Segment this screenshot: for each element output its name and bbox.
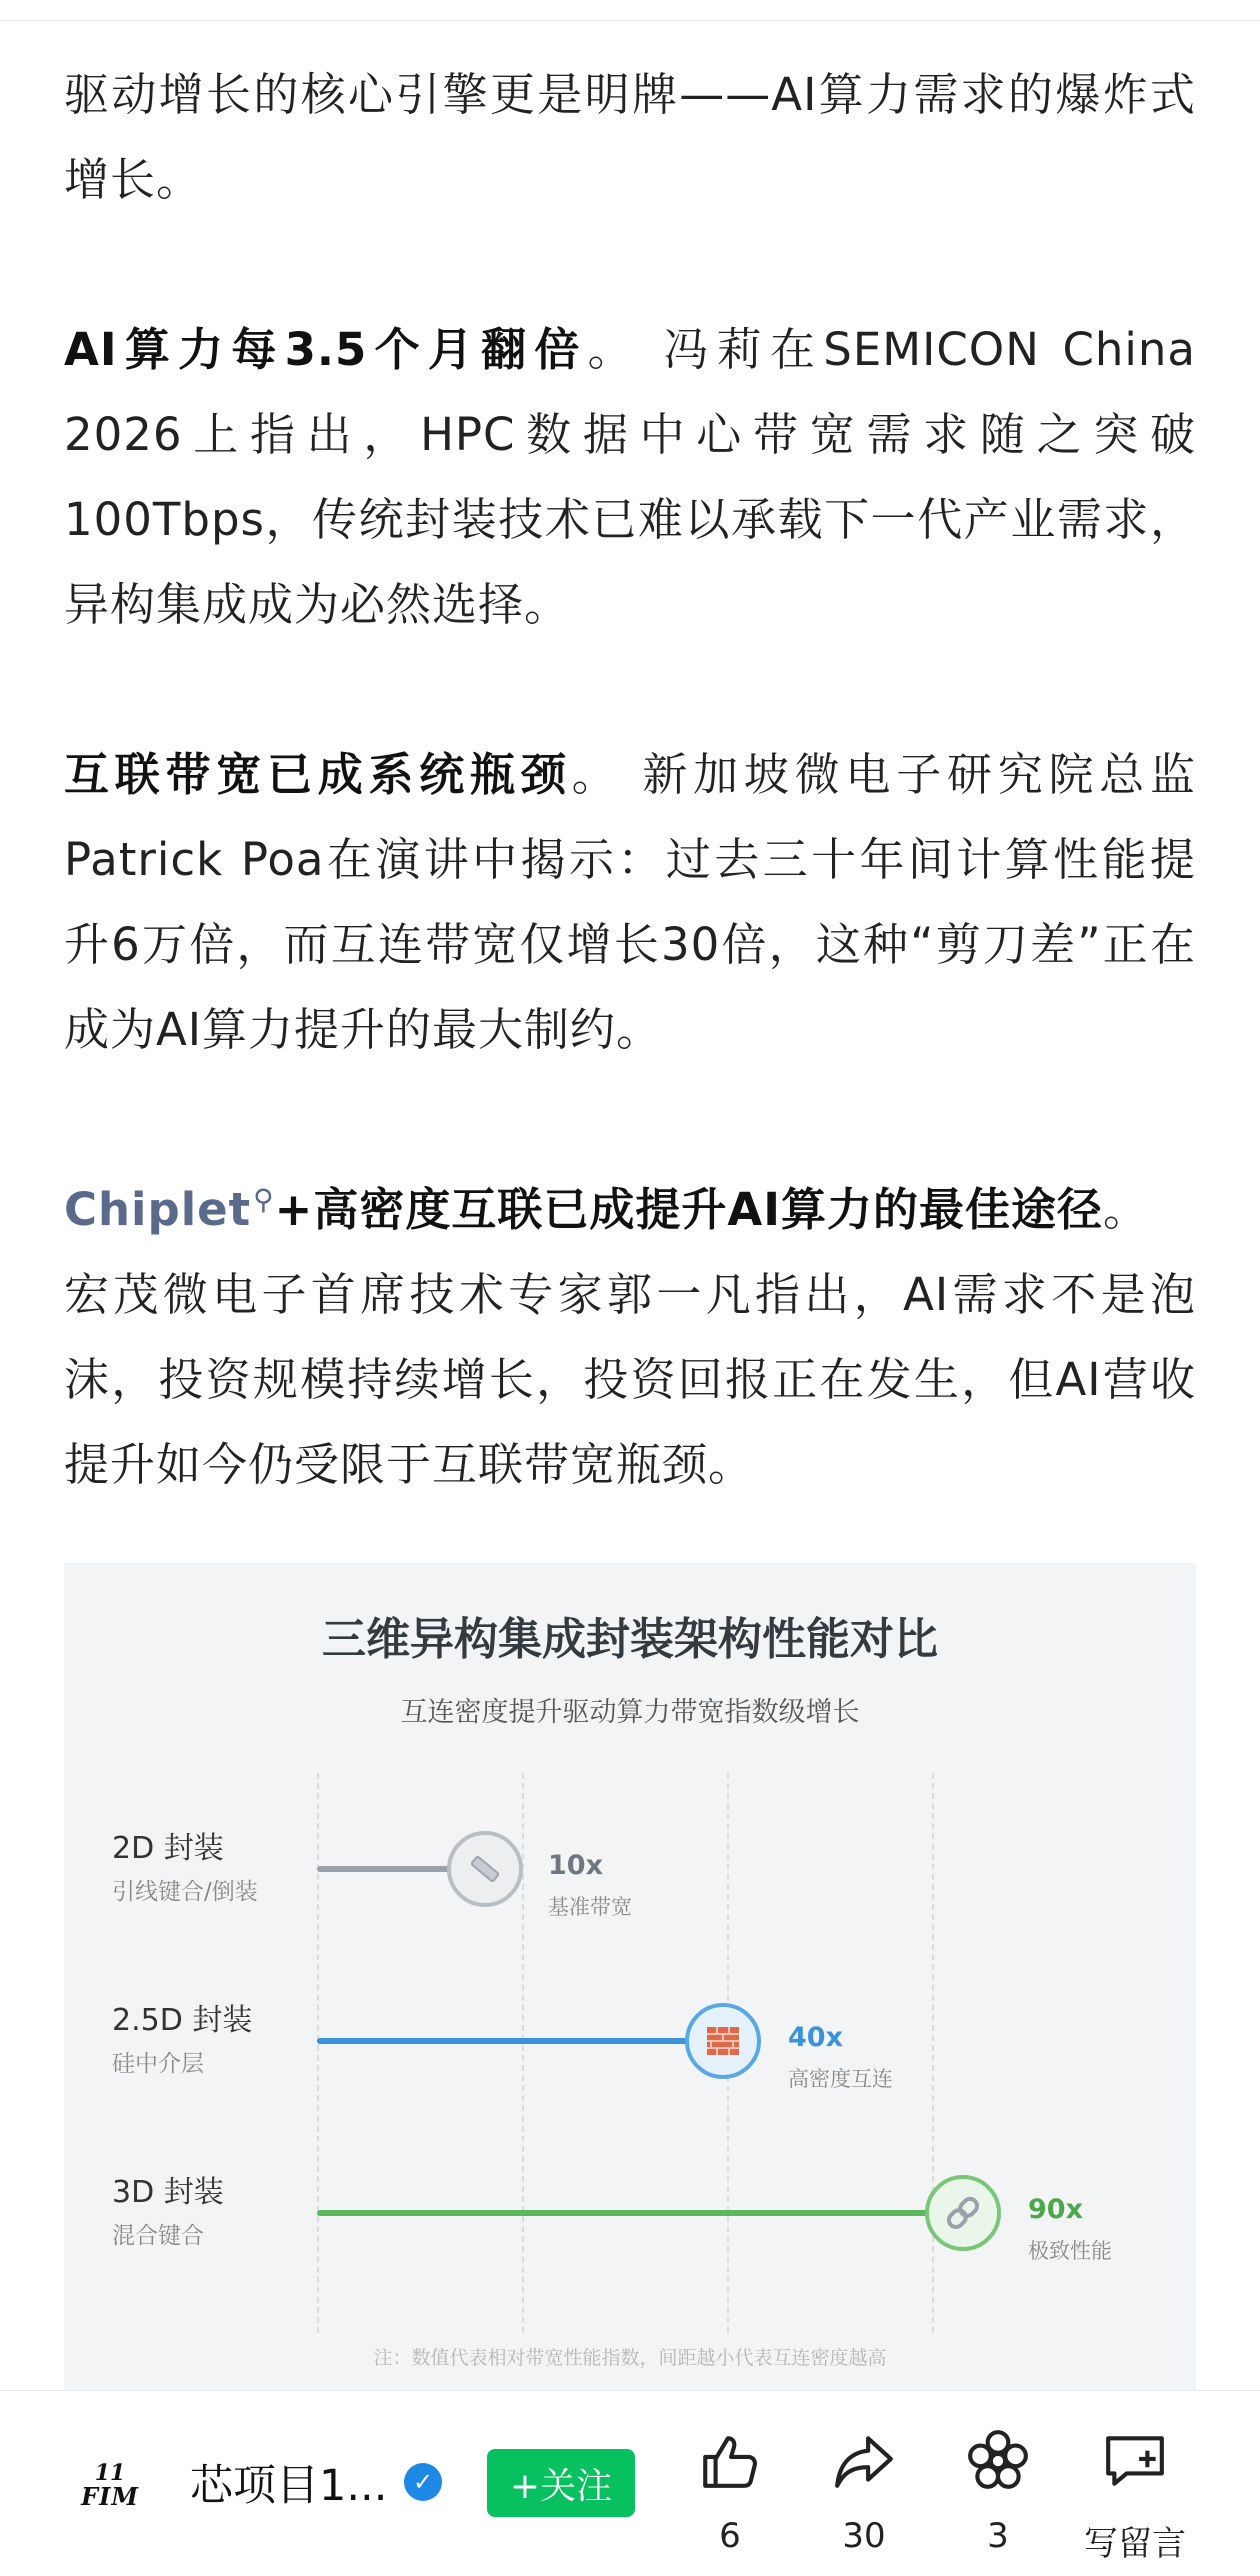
author-name[interactable]: 芯项目1... [190, 2461, 388, 2511]
paragraph-3-body: 新加坡微电子研究院总监Patrick Poa在演讲中揭示：过去三十年间计算性能提升6万倍，而互连带宽仅增长30倍，这种“剪刀差”正在成为AI算力提升的最大制约。 [64, 748, 1196, 1056]
row-3d-desc: 混合键合 [112, 2223, 204, 2249]
row-2-5d-label: 2.5D 封装 [112, 2003, 253, 2038]
share-count: 30 [842, 2516, 886, 2556]
row-3d-label: 3D 封装 [112, 2175, 224, 2210]
row-3d-value: 90x [1028, 2194, 1083, 2225]
paragraph-2-heading: AI算力每3.5个月翻倍 [64, 323, 588, 376]
figure-title: 三维异构集成封装架构性能对比 [322, 1614, 938, 1665]
row-3d-bar [317, 2210, 957, 2216]
paragraph-1: 驱动增长的核心引擎更是明牌——AI算力需求的爆炸式增长。 [64, 68, 1196, 206]
paragraph-4-heading: +高密度互联已成提升AI算力的最佳途径 [274, 1183, 1103, 1236]
paragraph-3-heading: 互联带宽已成系统瓶颈 [64, 748, 572, 801]
paragraph-4-sep: 。 [1102, 1183, 1149, 1236]
chiplet-link[interactable]: Chiplet [64, 1183, 252, 1236]
row-2-5d-value: 40x [788, 2022, 843, 2053]
row-2d-value: 10x [548, 1850, 603, 1881]
row-2d-value-desc: 基准带宽 [548, 1895, 632, 1919]
grid-line [317, 1773, 319, 2333]
figure-subtitle: 互连密度提升驱动算力带宽指数级增长 [400, 1697, 860, 1728]
paragraph-2-sep: 。 [587, 323, 641, 376]
paragraph-4-body: 宏茂微电子首席技术专家郭一凡指出，AI需求不是泡沫，投资规模持续增长，投资回报正在发生，但AI营收提升如今仍受限于互联带宽瓶颈。 [64, 1268, 1196, 1491]
flower-button[interactable] [943, 2418, 1053, 2556]
paragraph-2 [64, 307, 1196, 647]
flower-count: 3 [987, 2516, 1009, 2556]
avatar-line-2: FIM [81, 2482, 139, 2511]
row-2-5d-desc: 硅中介层 [112, 2051, 204, 2077]
like-count: 6 [719, 2516, 741, 2556]
grid-line [522, 1773, 524, 2333]
follow-button[interactable]: +关注 [487, 2449, 635, 2517]
share-button[interactable] [809, 2418, 919, 2556]
paragraph-3 [64, 732, 1196, 1072]
row-3d-value-desc: 极致性能 [1028, 2239, 1112, 2263]
comment-label: 写留言 [1084, 2524, 1186, 2564]
row-2d-label: 2D 封装 [112, 1831, 224, 1866]
brick-icon [685, 2003, 761, 2079]
verified-icon: ✓ [404, 2463, 442, 2501]
figure-image[interactable] [64, 1563, 1196, 2395]
paragraph-3-sep: 。 [571, 748, 623, 801]
search-icon[interactable]: ⚲ [253, 1183, 275, 1216]
row-2-5d-bar [317, 2038, 717, 2044]
row-2d-desc: 引线键合/倒装 [112, 1879, 258, 1905]
share-arrow-icon [809, 2418, 919, 2504]
like-button[interactable] [675, 2418, 785, 2556]
link-icon [925, 2175, 1001, 2251]
row-2-5d-value-desc: 高密度互连 [788, 2067, 893, 2091]
flower-icon [943, 2418, 1053, 2504]
wire-bond-icon [447, 1831, 523, 1907]
avatar-line-1: 11 [94, 2460, 126, 2486]
grid-line [932, 1773, 934, 2333]
article-body [64, 52, 1196, 1507]
paragraph-2-body: 冯莉在SEMICON China 2026上指出，HPC数据中心带宽需求随之突破100Tbps，传统封装技术已难以承载下一代产业需求，异构集成成为必然选择。 [64, 323, 1196, 631]
top-divider [0, 0, 1260, 21]
paragraph-4 [64, 1157, 1196, 1507]
write-comment-button[interactable] [1075, 2418, 1195, 2565]
avatar[interactable] [62, 2438, 158, 2534]
comment-icon [1075, 2418, 1195, 2504]
figure-note: 注：数值代表相对带宽性能指数，间距越小代表互连密度越高 [373, 2347, 887, 2369]
thumbs-up-icon [675, 2418, 785, 2504]
